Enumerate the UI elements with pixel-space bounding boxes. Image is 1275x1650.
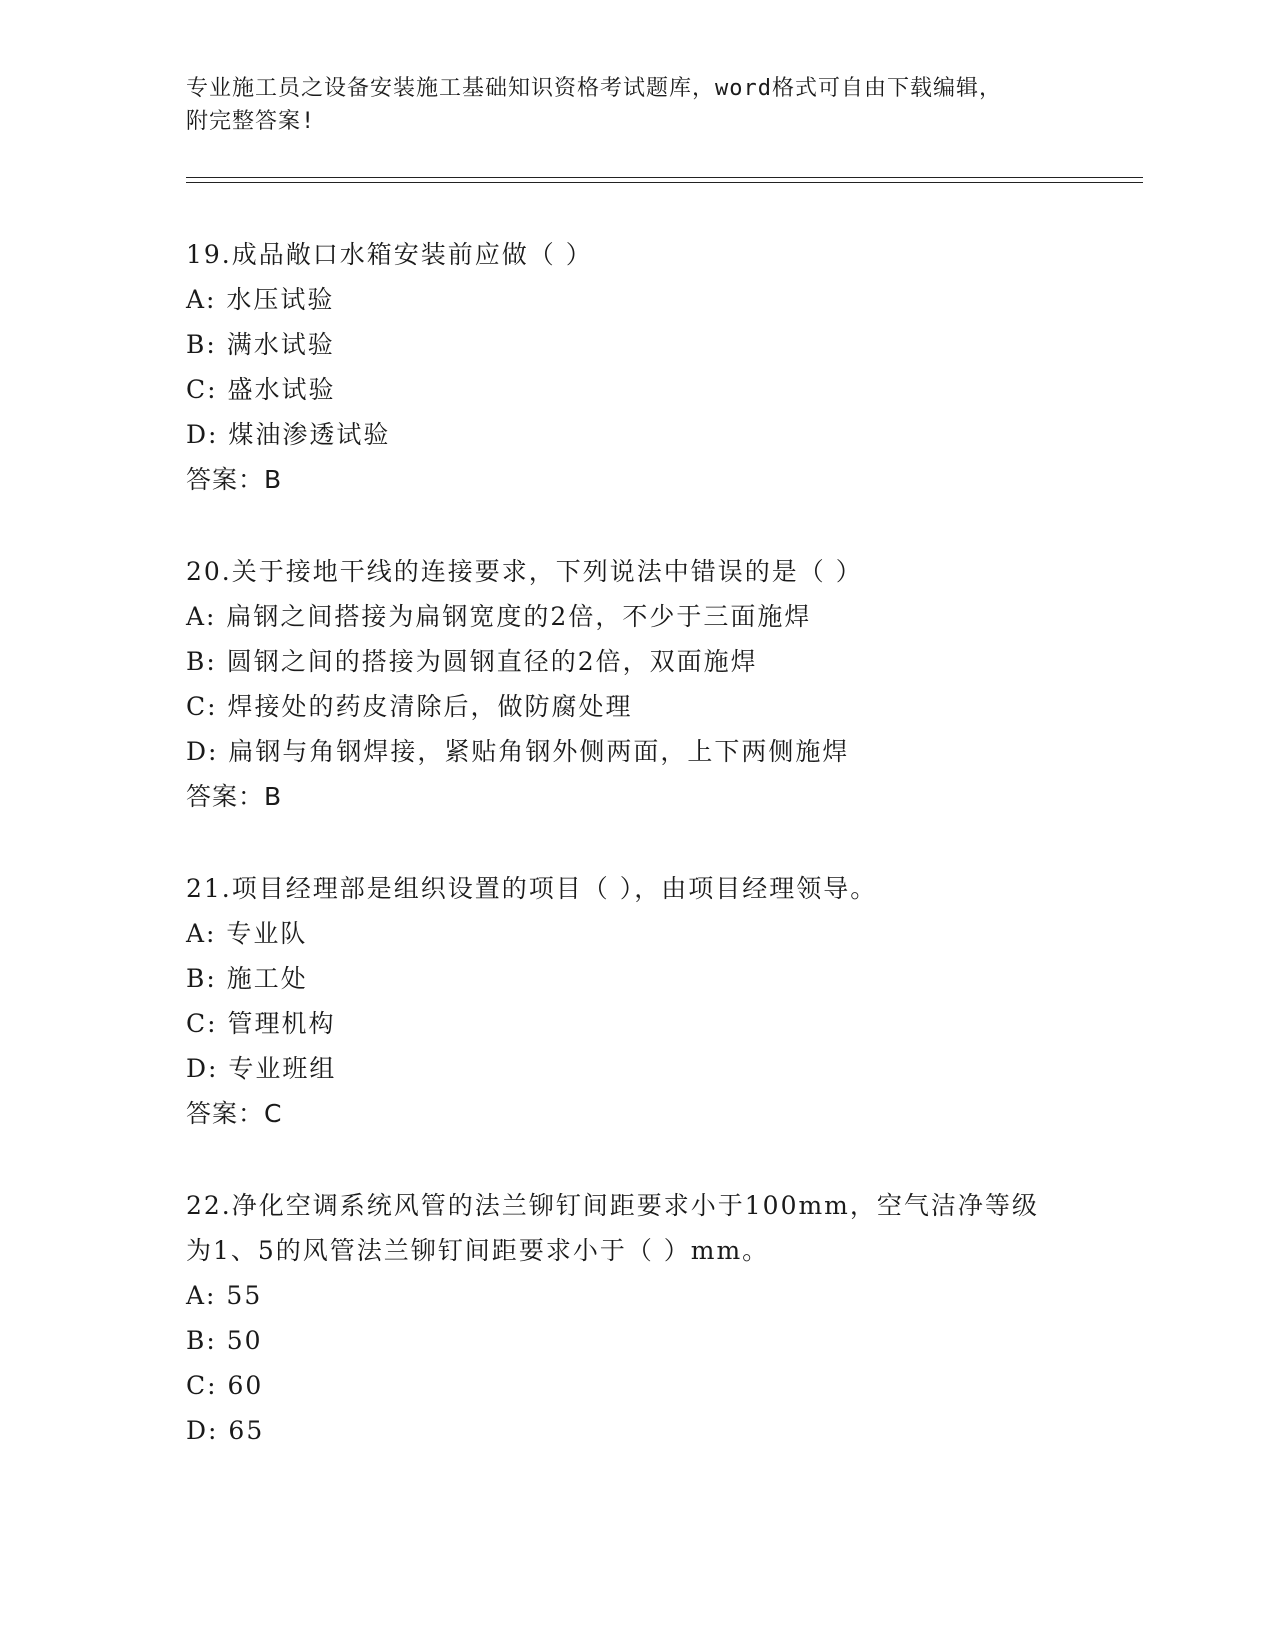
option-d: D: 煤油渗透试验 <box>186 420 391 449</box>
option-d: D: 扁钢与角钢焊接，紧贴角钢外侧两面，上下两侧施焊 <box>186 737 850 766</box>
option-d: D: 65 <box>186 1416 265 1445</box>
question-20 <box>186 549 1086 819</box>
option-a: A: 水压试验 <box>186 285 335 314</box>
option-a: A: 55 <box>186 1281 263 1310</box>
question-stem: 20.关于接地干线的连接要求，下列说法中错误的是（ ） <box>186 557 863 586</box>
question-22 <box>186 1183 1086 1453</box>
answer-label: 答案：B <box>186 465 283 494</box>
answer-label: 答案：B <box>186 782 283 811</box>
option-b: B: 50 <box>186 1326 263 1355</box>
question-stem-line-2: 为1、5的风管法兰铆钉间距要求小于（ ）mm。 <box>186 1236 770 1265</box>
header-line-1: 专业施工员之设备安装施工基础知识资格考试题库，word格式可自由下载编辑， <box>186 76 1002 101</box>
option-c: C: 焊接处的药皮清除后，做防腐处理 <box>186 692 633 721</box>
question-stem-line-1: 22.净化空调系统风管的法兰铆钉间距要求小于100mm，空气洁净等级 <box>186 1191 1039 1220</box>
option-a: A: 扁钢之间搭接为扁钢宽度的2倍，不少于三面施焊 <box>186 602 812 631</box>
option-b: B: 施工处 <box>186 964 308 993</box>
question-stem: 19.成品敞口水箱安装前应做（ ） <box>186 240 593 269</box>
question-21 <box>186 866 1086 1136</box>
header-divider-bottom <box>186 182 1143 183</box>
answer-label: 答案：C <box>186 1099 283 1128</box>
option-c: C: 盛水试验 <box>186 375 336 404</box>
header-divider-top <box>186 177 1143 178</box>
option-b: B: 满水试验 <box>186 330 335 359</box>
document-header <box>186 72 1086 138</box>
option-c: C: 60 <box>186 1371 264 1400</box>
option-a: A: 专业队 <box>186 919 308 948</box>
question-19 <box>186 232 1086 502</box>
header-line-2: 附完整答案! <box>186 109 316 134</box>
option-c: C: 管理机构 <box>186 1009 336 1038</box>
question-stem: 21.项目经理部是组织设置的项目（ ），由项目经理领导。 <box>186 874 878 903</box>
option-b: B: 圆钢之间的搭接为圆钢直径的2倍，双面施焊 <box>186 647 758 676</box>
option-d: D: 专业班组 <box>186 1054 337 1083</box>
